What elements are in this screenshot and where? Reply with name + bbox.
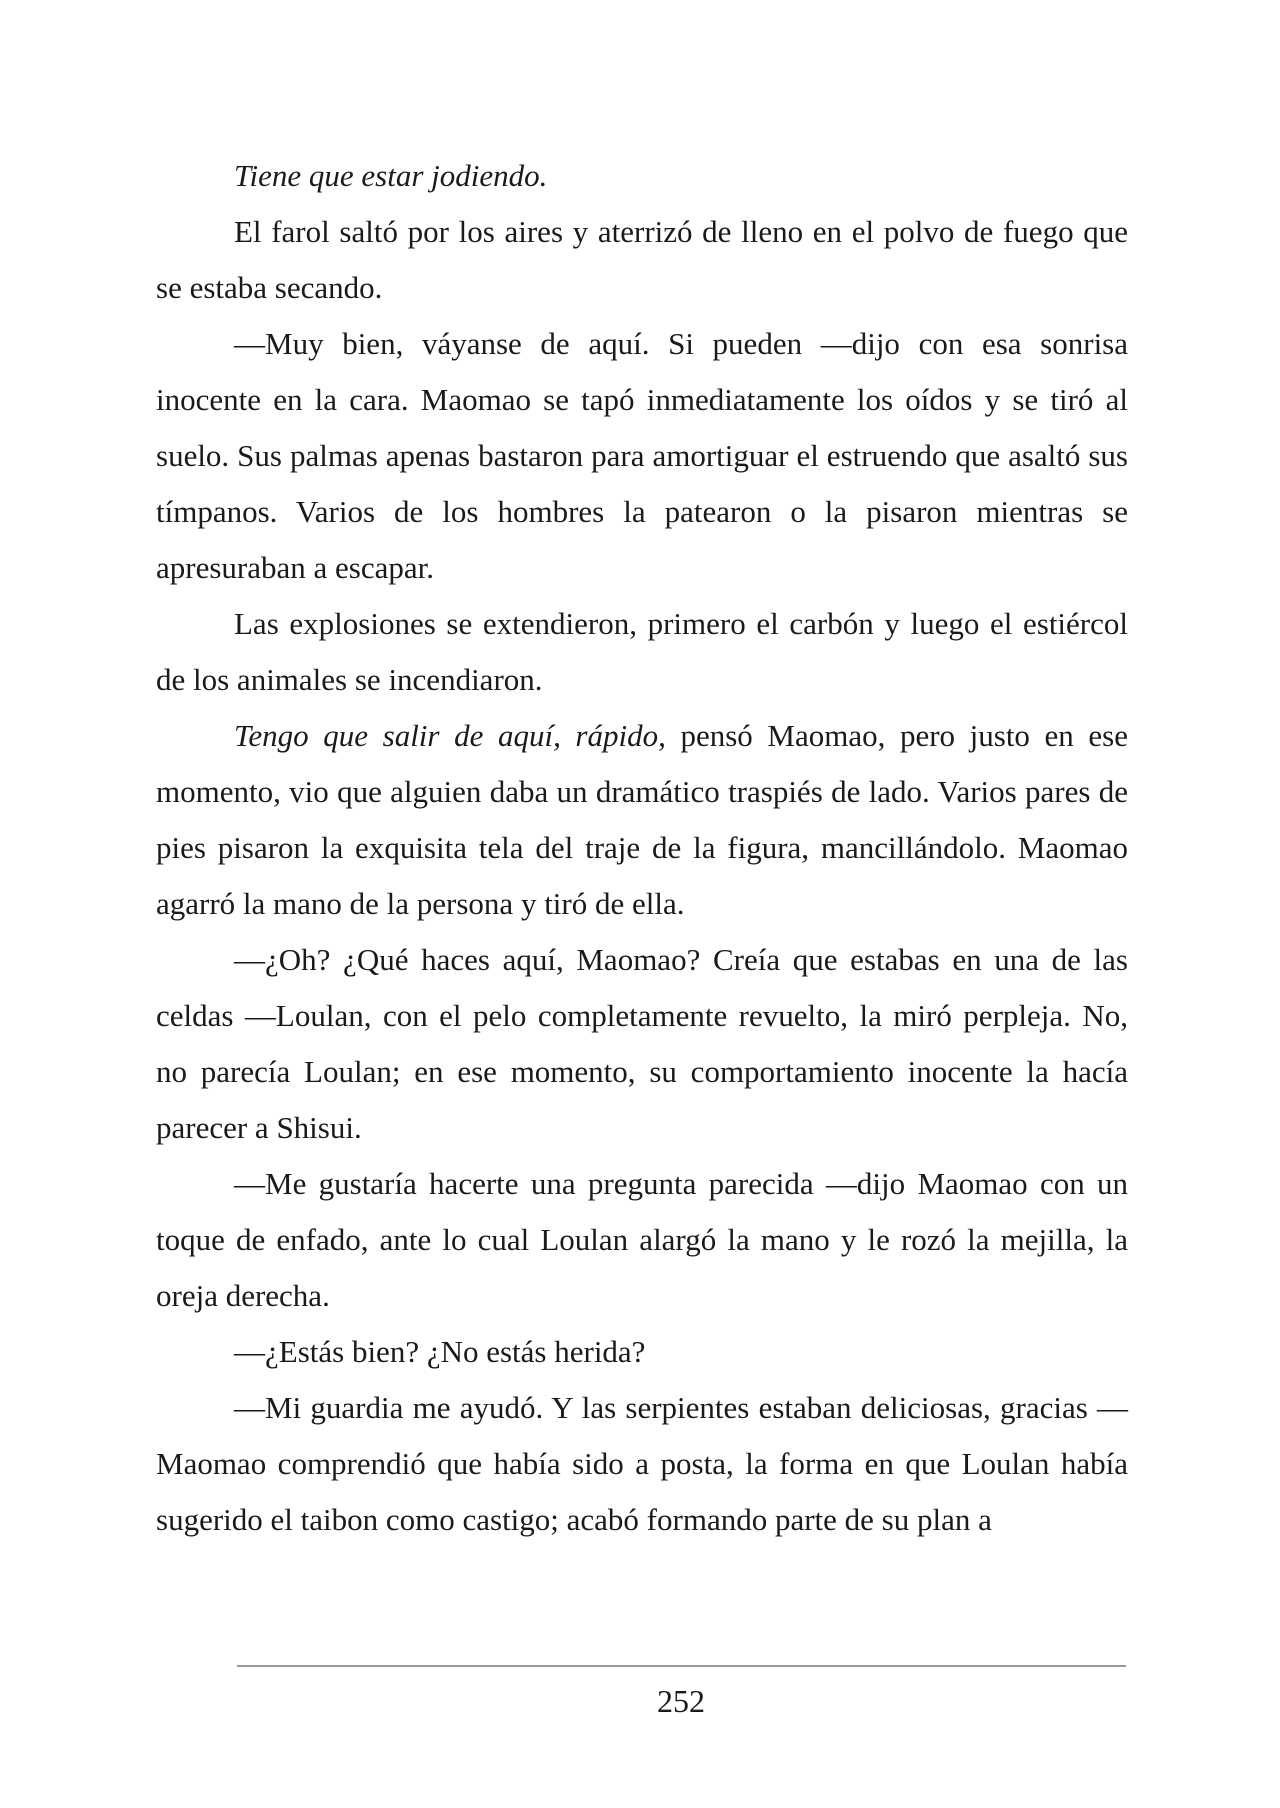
paragraph: Las explosiones se extendieron, primero el carbón y luego el estiércol de los animales se incendiaron. [156, 606, 1128, 697]
page-body [156, 148, 1128, 1548]
page-number: 252 [657, 1683, 705, 1719]
footer-divider [237, 1665, 1126, 1667]
paragraph: El farol saltó por los aires y aterrizó de lleno en el polvo de fuego que se estaba secando. [156, 214, 1128, 305]
italic-text: Tengo que salir de aquí, rápido, [234, 718, 666, 753]
paragraph: —Me gustaría hacerte una pregunta parecida —dijo Maomao con un toque de enfado, ante lo cual Loulan alargó la mano y le rozó la mejilla, la oreja derecha. [156, 1166, 1128, 1313]
paragraph: —¿Oh? ¿Qué haces aquí, Maomao? Creía que estabas en una de las celdas —Loulan, con el pelo completamente revuelto, la miró perpleja. No, no parecía Loulan; en ese momento, su comportamiento inocente la hacía parecer a Shisui. [156, 942, 1128, 1145]
paragraph-text: pensó Maomao, pero justo en ese momento, vio que alguien daba un dramático traspiés de lado. Varios pares de pies pisaron la exquisita tela del traje de la figura, mancillándolo. Maomao agarró la mano de la persona y tiró de ella. [156, 718, 1128, 921]
paragraph: —Muy bien, váyanse de aquí. Si pueden —dijo con esa sonrisa inocente en la cara. Maomao se tapó inmediatamente los oídos y se tiró al suelo. Sus palmas apenas bastaron para amortiguar el estruendo que asaltó sus tímpanos. Varios de los hombres la patearon o la pisaron mientras se apresuraban a escapar. [156, 326, 1128, 585]
paragraph: —Mi guardia me ayudó. Y las serpientes estaban deliciosas, gracias —Maomao comprendió que había sido a posta, la forma en que Loulan había sugerido el taibon como castigo; acabó formando parte de su plan a [156, 1390, 1128, 1537]
italic-text: Tiene que estar jodiendo. [234, 158, 548, 193]
paragraph [156, 708, 1128, 932]
paragraph: —¿Estás bien? ¿No estás herida? [234, 1334, 646, 1369]
paragraph [156, 148, 1128, 204]
